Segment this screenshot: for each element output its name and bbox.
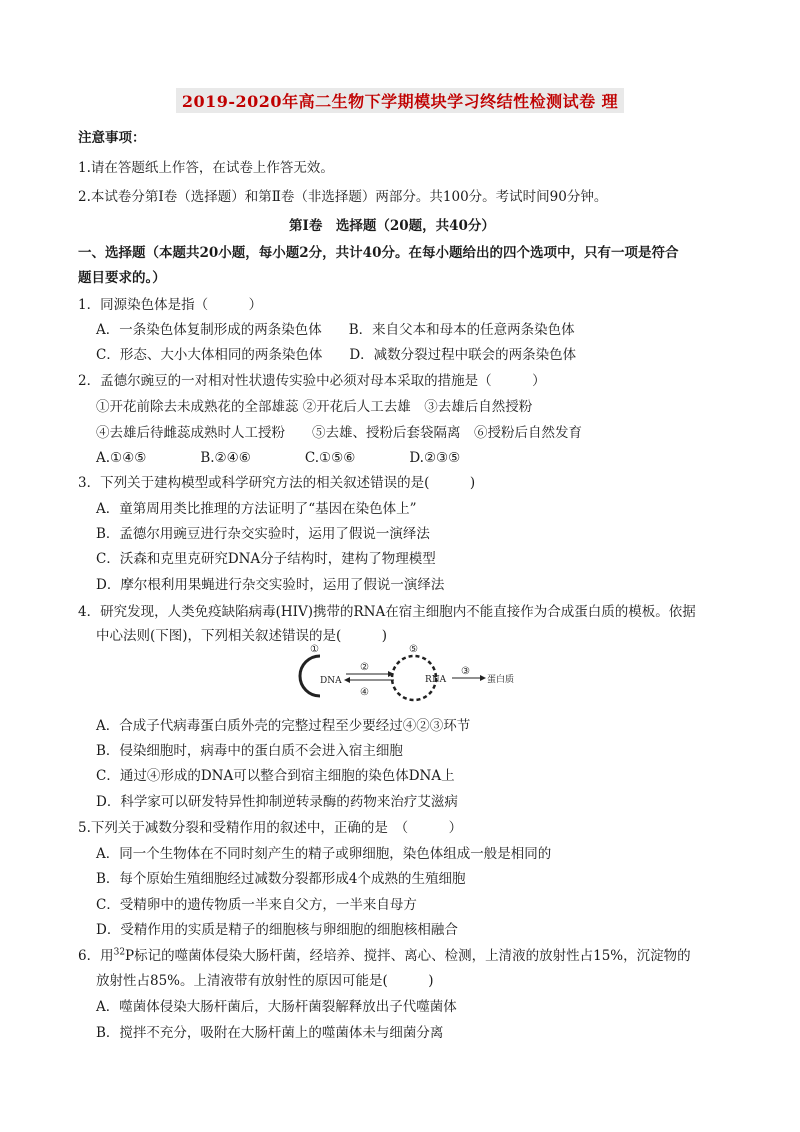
- notice-heading: 注意事项：: [78, 130, 146, 146]
- question-6-option-a: A．噬菌体侵染大肠杆菌后，大肠杆菌裂解释放出子代噬菌体: [96, 999, 457, 1015]
- question-3-option-a: A．童第周用类比推理的方法证明了“基因在染色体上”: [96, 501, 417, 517]
- notice-item-2: 2.本试卷分第Ⅰ卷（选择题）和第Ⅱ卷（非选择题）两部分。共100分。考试时间90分钟。: [78, 189, 608, 205]
- question-6-stem: [78, 947, 691, 965]
- label-dna: DNA: [320, 676, 342, 686]
- label-5: ⑤: [409, 644, 418, 655]
- question-3-option-b: B．孟德尔用豌豆进行杂交实验时，运用了假说一演绎法: [96, 526, 430, 542]
- question-4-stem: 4．研究发现，人类免疫缺陷病毒(HIV)携带的RNA在宿主细胞内不能直接作为合成蛋白质的模板。依据: [78, 604, 696, 620]
- question-6-option-b: B．搅拌不充分，吸附在大肠杆菌上的噬菌体未与细菌分离: [96, 1025, 444, 1041]
- reverse-transcription-arrowhead: [344, 677, 350, 683]
- label-protein: 蛋白质: [487, 675, 515, 685]
- label-1: ①: [310, 644, 319, 655]
- question-1-stem: 1．同源染色体是指（ ）: [78, 297, 263, 313]
- dna-replication-arc: [300, 656, 320, 696]
- question-4-option-a: A．合成子代病毒蛋白质外壳的完整过程至少要经过④②③环节: [96, 718, 471, 734]
- label-3: ③: [461, 666, 470, 677]
- question-4-option-d: D．科学家可以研发特异性抑制逆转录酶的药物来治疗艾滋病: [96, 794, 458, 810]
- question-4-option-b: B．侵染细胞时，病毒中的蛋白质不会进入宿主细胞: [96, 743, 403, 759]
- label-2: ②: [360, 662, 369, 673]
- question-1-options-ab: A．一条染色体复制形成的两条染色体 B．来自父本和母本的任意两条染色体: [96, 322, 575, 338]
- question-5-stem: 5.下列关于减数分裂和受精作用的叙述中，正确的是 （ ）: [78, 820, 463, 836]
- question-2-steps-2: ④去雄后待雌蕊成熟时人工授粉 ⑤去雄、授粉后套袋隔离 ⑥授粉后自然发育: [96, 425, 582, 441]
- isotope-mass-number: 32: [113, 947, 126, 958]
- label-4: ④: [360, 687, 369, 698]
- question-2-steps-1: ①开花前除去未成熟花的全部雄蕊 ②开花后人工去雄 ③去雄后自然授粉: [96, 399, 533, 415]
- section-title: 第Ⅰ卷 选择题（20题，共40分）: [289, 218, 495, 234]
- question-6-stem-rest: P标记的噬菌体侵染大肠杆菌，经培养、搅拌、离心、检测，上清液的放射性占15%，沉淀物的: [125, 948, 691, 964]
- question-3-stem: 3．下列关于建构模型或科学研究方法的相关叙述错误的是( ): [78, 475, 476, 491]
- question-4-option-c: C．通过④形成的DNA可以整合到宿主细胞的染色体DNA上: [96, 768, 455, 784]
- exam-title: [0, 88, 800, 113]
- section-instruction-cont: 题目要求的。）: [78, 270, 166, 286]
- question-5-option-c: C．受精卵中的遗传物质一半来自父方，一半来自母方: [96, 897, 417, 913]
- question-4-stem-cont: 中心法则(下图)，下列相关叙述错误的是( ): [96, 628, 388, 644]
- question-2-options: A.①④⑤ B.②④⑥ C.①⑤⑥ D.②③⑤: [96, 450, 461, 466]
- central-dogma-diagram: [280, 640, 520, 710]
- question-2-stem: 2．孟德尔豌豆的一对相对性状遗传实验中必须对母本采取的措施是（ ）: [78, 373, 546, 389]
- question-3-option-d: D．摩尔根利用果蝇进行杂交实验时，运用了假说一演绎法: [96, 577, 445, 593]
- translation-arrowhead: [480, 675, 486, 681]
- question-5-option-a: A．同一个生物体在不同时刻产生的精子或卵细胞，染色体组成一般是相同的: [96, 846, 552, 862]
- question-6-stem-start: 6．用: [78, 948, 114, 964]
- question-1-options-cd: C．形态、大小大体相同的两条染色体 D．减数分裂过程中联会的两条染色体: [96, 347, 577, 363]
- label-rna: RNA: [425, 675, 447, 685]
- question-5-option-b: B．每个原始生殖细胞经过减数分裂都形成4个成熟的生殖细胞: [96, 871, 466, 887]
- question-5-option-d: D．受精作用的实质是精子的细胞核与卵细胞的细胞核相融合: [96, 922, 458, 938]
- notice-item-1: 1.请在答题纸上作答，在试卷上作答无效。: [78, 160, 334, 176]
- exam-title-text: 2019-2020年高二生物下学期模块学习终结性检测试卷 理: [176, 88, 624, 113]
- section-instruction: 一、选择题（本题共20小题，每小题2分，共计40分。在每小题给出的四个选项中，只有一项是符合: [78, 245, 679, 261]
- question-6-stem-cont: 放射性占85%。上清液带有放射性的原因可能是( ): [96, 973, 434, 989]
- question-3-option-c: C．沃森和克里克研究DNA分子结构时，建构了物理模型: [96, 551, 436, 567]
